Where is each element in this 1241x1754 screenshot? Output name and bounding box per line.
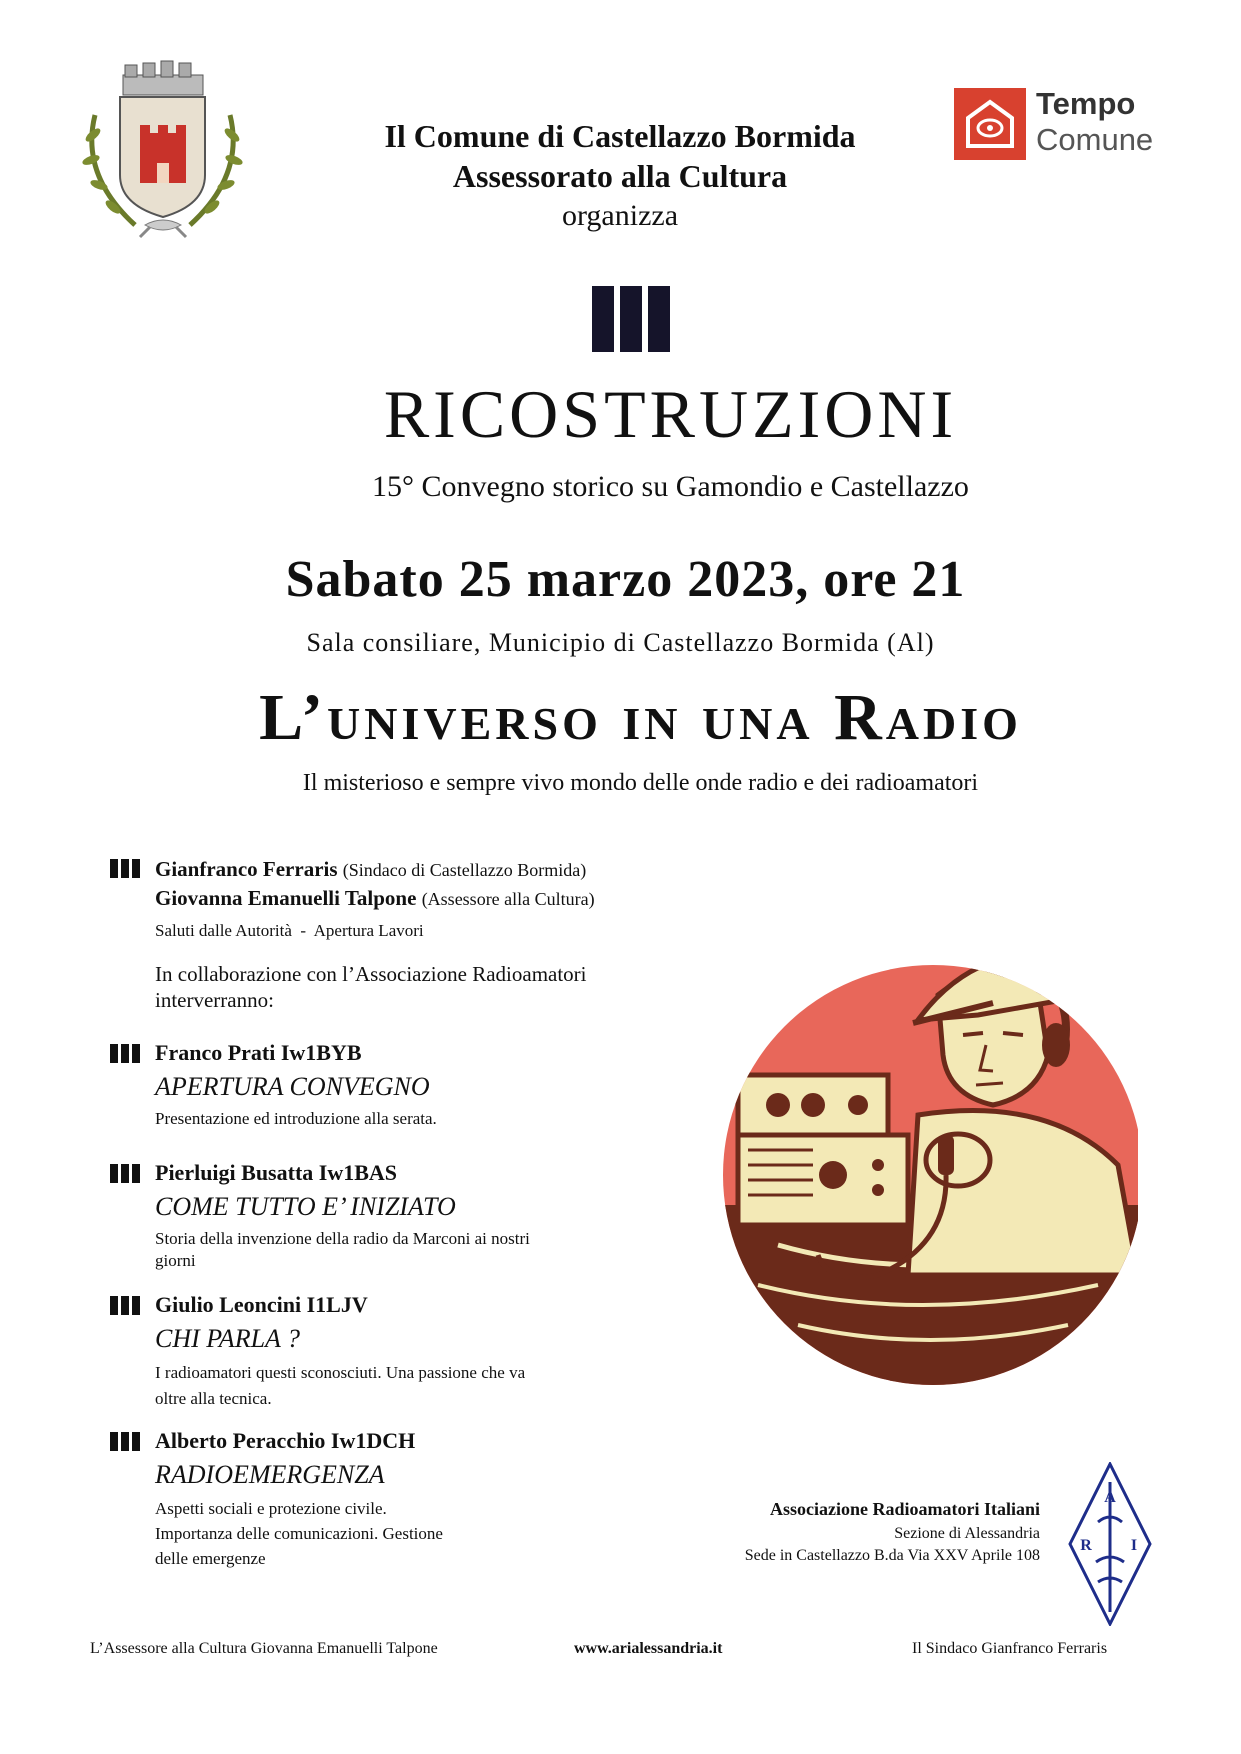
speaker-talk-title: APERTURA CONVEGNO <box>155 1072 430 1101</box>
bullet-bars-icon <box>110 1432 140 1451</box>
header-line2: Assessorato alla Cultura <box>452 158 788 194</box>
footer-left: L’Assessore alla Cultura Giovanna Emanuelli Talpone <box>90 1640 438 1657</box>
bullet-bars-icon <box>110 859 140 878</box>
header-line1: Il Comune di Castellazzo Bormida <box>384 118 856 154</box>
ari-address: Sede in Castellazzo B.da Via XXV Aprile 108 <box>744 1547 1040 1564</box>
radio-operator-illustration <box>718 945 1138 1385</box>
event-title: RICOSTRUZIONI <box>383 376 958 452</box>
tempo-comune-logo <box>954 88 1164 160</box>
speaker-entry <box>110 1428 710 1571</box>
opening-collab: In collaborazione con l’Associazione Radioamatori interverranno: <box>155 962 587 1012</box>
speaker-talk-desc: I radioamatori questi sconosciuti. Una passione che va oltre alla tecnica. <box>155 1363 526 1408</box>
opening-speaker1-role: (Sindaco di Castellazzo Bormida) <box>342 860 587 880</box>
speaker-entry <box>110 1040 710 1130</box>
footer-right: Il Sindaco Gianfranco Ferraris <box>912 1640 1108 1657</box>
ari-logo-icon <box>1068 1462 1152 1626</box>
speaker-entry <box>110 1160 710 1272</box>
ari-info <box>640 1495 1040 1567</box>
footer-website-link[interactable]: www.arialessandria.it <box>574 1640 723 1657</box>
speaker-talk-title: RADIOEMERGENZA <box>155 1460 385 1489</box>
speaker-talk-title: CHI PARLA ? <box>155 1324 300 1353</box>
event-subtitle: 15° Convegno storico su Gamondio e Castellazzo <box>372 470 969 503</box>
ari-section: Sezione di Alessandria <box>894 1525 1040 1542</box>
bullet-bars-icon <box>110 1044 140 1063</box>
opening-block <box>110 855 710 1013</box>
speaker-talk-desc: Aspetti sociali e protezione civile. Importanza delle comunicazioni. Gestione delle emergenze <box>155 1499 443 1568</box>
opening-speaker2-name: Giovanna Emanuelli Talpone <box>155 886 417 910</box>
comune-word: Comune <box>1036 122 1154 157</box>
bullet-bars-icon <box>110 1296 140 1315</box>
ari-logo-letter-r: R <box>1080 1537 1092 1554</box>
bullet-bars-icon <box>110 1164 140 1183</box>
ari-name: Associazione Radioamatori Italiani <box>770 1499 1040 1519</box>
opening-greeting: Saluti dalle Autorità - Apertura Lavori <box>155 921 424 940</box>
speaker-talk-desc: Presentazione ed introduzione alla serata. <box>155 1109 437 1128</box>
event-date: Sabato 25 marzo 2023, ore 21 <box>285 551 966 608</box>
opening-speaker1-name: Gianfranco Ferraris <box>155 857 338 881</box>
ari-logo-letter-a: A <box>1104 1489 1116 1506</box>
ari-logo-letter-i: I <box>1130 1537 1138 1554</box>
coat-of-arms-icon <box>75 55 250 240</box>
tempo-house-icon <box>954 88 1026 160</box>
event-theme: L’universo in una Radio <box>259 681 1022 754</box>
opening-speaker2-role: (Assessore alla Cultura) <box>421 889 595 909</box>
speaker-talk-desc: Storia della invenzione della radio da Marconi ai nostri giorni <box>155 1229 530 1270</box>
event-tagline: Il misterioso e sempre vivo mondo delle onde radio e dei radioamatori <box>302 770 979 796</box>
speaker-name: Franco Prati Iw1BYB <box>155 1040 362 1065</box>
header-line3: organizza <box>561 199 679 232</box>
speaker-talk-title: COME TUTTO E’ INIZIATO <box>155 1192 456 1221</box>
speaker-entry <box>110 1292 710 1412</box>
speaker-name: Pierluigi Busatta Iw1BAS <box>155 1160 398 1185</box>
speaker-name: Alberto Peracchio Iw1DCH <box>155 1428 416 1453</box>
ricostruzioni-bars-icon <box>592 286 670 352</box>
event-venue: Sala consiliare, Municipio di Castellazzo Bormida (Al) <box>306 628 935 657</box>
tempo-word: Tempo <box>1036 86 1136 121</box>
speaker-name: Giulio Leoncini I1LJV <box>155 1292 368 1317</box>
